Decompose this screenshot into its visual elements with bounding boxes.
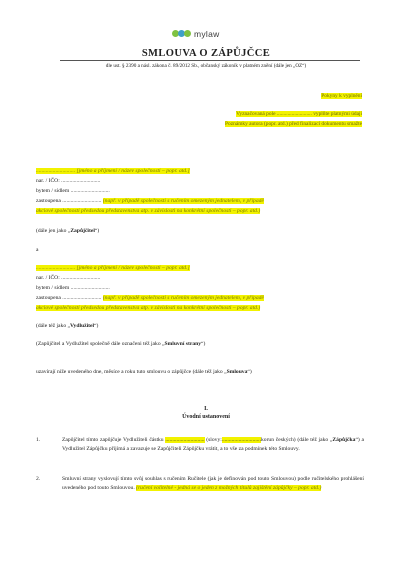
title-divider bbox=[60, 60, 360, 61]
note-fields: Vyznačovaná pole .......................... vyplňte platnými údaji bbox=[236, 111, 362, 117]
list-item-text: Smluvní strany vyslovují tímto svůj souhlas s ručením Ručitele (jak je definován pod touto Smlouvou) podle ručitelského prohlášení uvedeného pod touto Smlouvou. (ručení volitelné - jedná se o jeden z možných titulů zajištění zápůjčky – popr. atd.) bbox=[62, 476, 364, 491]
document-subtitle: dle ust. § 2390 a násl. zákona č. 89/2012 Sb., občanský zákoník v platném znění (dále jen „OZ“) bbox=[105, 63, 307, 69]
document-title: SMLOUVA O ZÁPŮJČCE bbox=[141, 48, 271, 59]
party2-name: ............................ [jméno a příjmení / název společnosti – popr. atd.] bbox=[36, 265, 190, 271]
logo bbox=[172, 29, 220, 39]
party1-address: bytem / sídlem ............................ bbox=[36, 188, 110, 194]
party2-representation-note: akciové společnosti předsedou představenstva atp. v závislosti na konkrétní společnosti – popr. atd.) bbox=[36, 305, 261, 311]
party1-name: ............................ [jméno a příjmení / název společnosti – popr. atd.] bbox=[36, 168, 190, 174]
section-title: Úvodní ustanovení bbox=[182, 414, 230, 420]
note-instructions: Pokyny k vyplnění bbox=[321, 93, 362, 99]
party1-alias: (dále jen jako „Zapůjčitel“) bbox=[36, 228, 100, 234]
list-item-text: Zapůjčitel tímto zapůjčuje Vydlužiteli částku ............................ (slovy:............................korun českých) (dále též jako „Zápůjčka“) a Vydlužitel Zápůjčku přijímá a zavazuje se Zapůjčiteli Zápůjčku vrátit, a to vše za podmínek této Smlouvy. bbox=[62, 437, 365, 452]
concluded-statement: uzavírají níže uvedeného dne, měsíce a roku tuto smlouvu o zápůjčce (dále též jako „Smlouva“) bbox=[36, 369, 252, 375]
logo-icon bbox=[172, 30, 192, 38]
party2-address: bytem / sídlem ............................ bbox=[36, 285, 110, 291]
party1-representation: zastoupena ............................ (např. v případě společnosti s ručením omezeným jednatelem, v případě bbox=[36, 198, 264, 204]
party2-alias: (dále též jako „Vydlužitel“) bbox=[36, 323, 99, 329]
list-item-number: 2. bbox=[36, 476, 41, 482]
party1-representation-note: akciové společnosti předsedou představenstva atp. v závislosti na konkrétní společnosti – popr. atd.) bbox=[36, 208, 261, 214]
note-author: Poznámky autora (popr. atd.) před finalizací dokumentu smažte bbox=[225, 121, 362, 127]
party1-ico: nar. / IČO: ............................ bbox=[36, 178, 101, 184]
section-number: I. bbox=[204, 406, 208, 412]
party2-representation: zastoupena ............................ (např. v případě společnosti s ručením omezeným jednatelem, v případě bbox=[36, 295, 264, 301]
party2-ico: nar. / IČO: ............................ bbox=[36, 275, 101, 281]
list-item-number: 1. bbox=[36, 437, 41, 443]
and-separator: a bbox=[36, 247, 39, 253]
joint-designation: (Zapůjčitel a Vydlužitel společně dále označeni též jako „Smluvní strany“) bbox=[36, 341, 206, 347]
logo-text: mylaw bbox=[194, 29, 220, 39]
